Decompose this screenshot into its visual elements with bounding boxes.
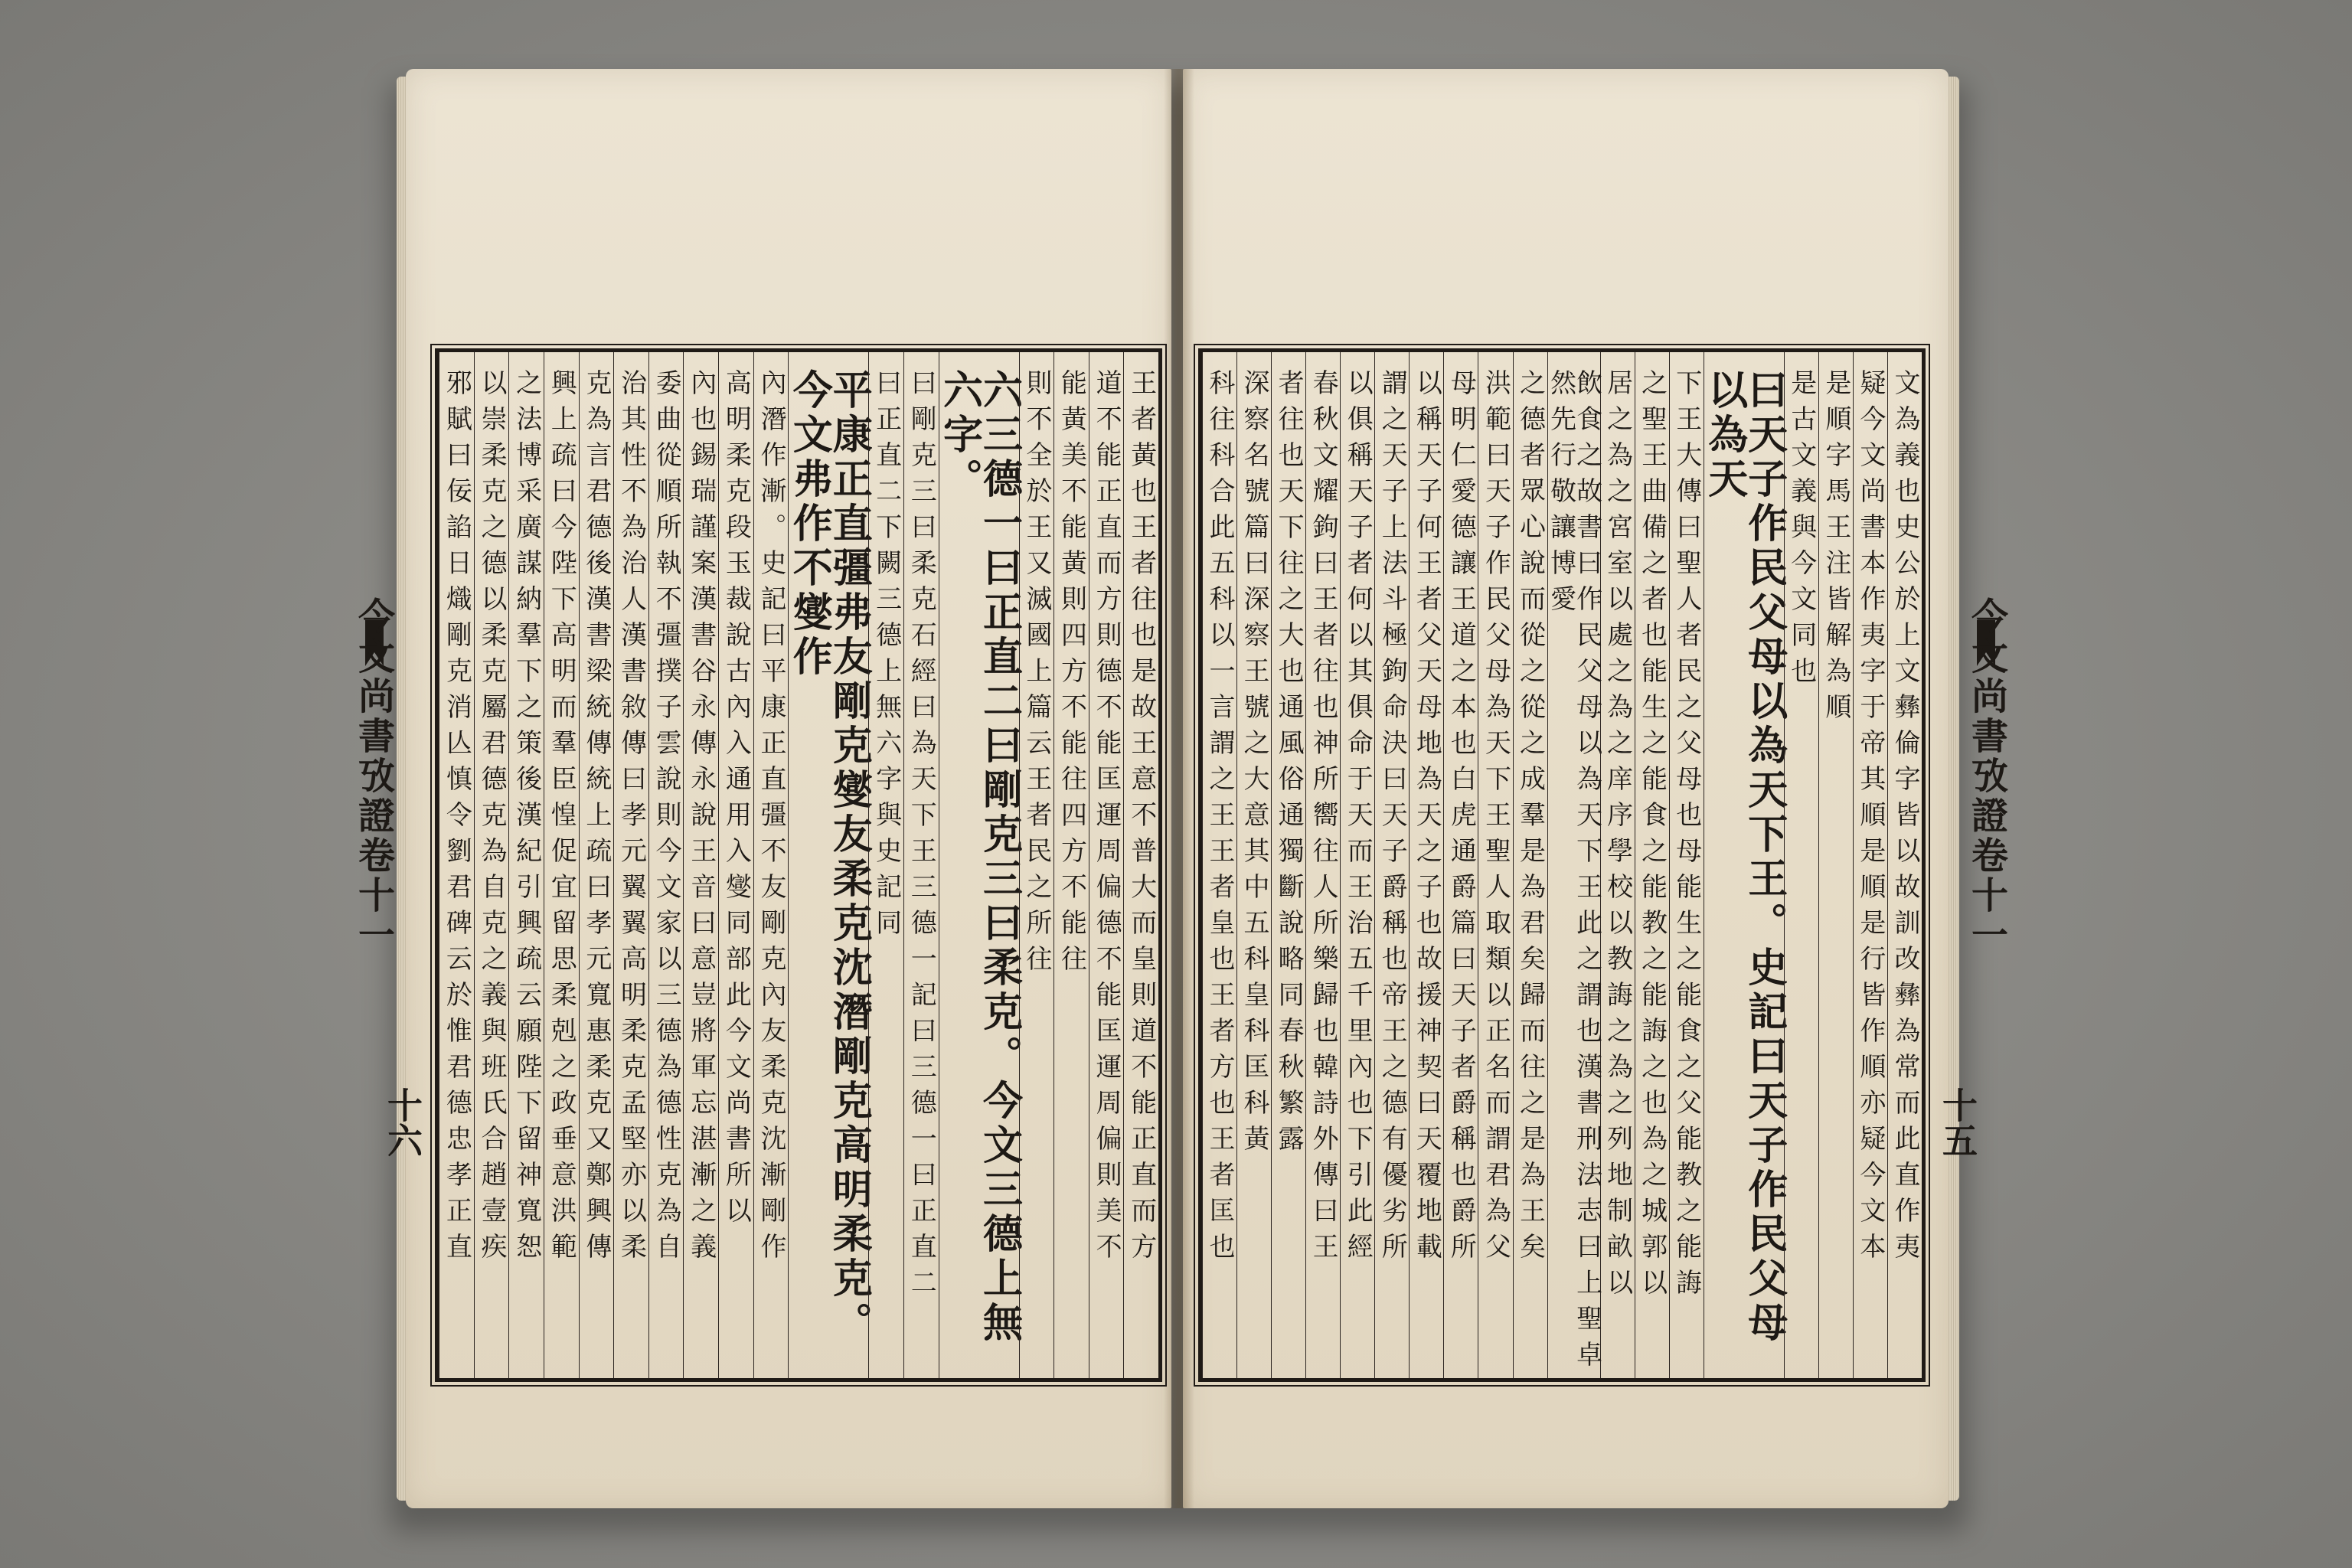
left-page-text-column: 內也錫瑞謹案漢書谷永傳永說王音曰意豈將軍忘湛漸之義 xyxy=(683,352,718,1378)
left-page-text-column: 平康正直彊弗友剛克燮友柔克沈潛剛克高明柔克。今文弗作不燮作 xyxy=(788,352,868,1378)
right-page-edges xyxy=(1947,77,1959,1501)
left-page-text-column: 則不全於王又滅國上篇云王者民之所往 xyxy=(1019,352,1054,1378)
left-columns xyxy=(439,352,1158,1378)
right-page-text-column: 深察名號篇曰深察王號之大意其中五科皇科匡科黃 xyxy=(1236,352,1271,1378)
right-page-text-column: 母明仁愛德讓王道之本也白虎通爵篇曰天子者爵稱也爵所 xyxy=(1443,352,1478,1378)
left-page-text-column: 高明柔克段玉裁說古內入通用入燮同部此今文尚書所以 xyxy=(718,352,753,1378)
right-page-text-column: 飲食之故書曰作民父母以為天下王此之謂也漢書刑法志曰上聖卓然先行敬讓博愛 xyxy=(1547,352,1600,1378)
right-columns xyxy=(1202,352,1922,1378)
right-page-text-column: 曰天子作民父母以為天下王。史記曰天子作民父母以為天 xyxy=(1704,352,1784,1378)
right-page-text-column: 文為義也史公於上文彝倫字皆以故訓改彝為常而此直作夷 xyxy=(1887,352,1922,1378)
right-page-text-column: 者往也天下往之大也通風俗通獨斷說略同春秋繁露 xyxy=(1271,352,1305,1378)
right-page-text-column: 之聖王曲備之者也能生之能食之能教之能誨之也為之城郭以 xyxy=(1635,352,1669,1378)
left-page-text-column: 興上疏曰今陛下高明而羣臣惶促宜留思柔剋之政垂意洪範 xyxy=(544,352,579,1378)
left-page-text-column: 道不能正直而方則德不能匡運周偏德不能匡運周偏則美不 xyxy=(1089,352,1124,1378)
left-page-text-column: 曰正直二下闕三德上無六字與史記同 xyxy=(868,352,903,1378)
right-page-text-column: 春秋文耀鉤曰王者往也神所嚮往人所樂歸也韓詩外傳曰王 xyxy=(1305,352,1340,1378)
left-page-text-column: 六三德一曰正直二曰剛克三曰柔克。今文三德上無六字。 xyxy=(939,352,1019,1378)
right-page-text-column: 下王大傳曰聖人者民之父母也母能生之能食之父能教之能誨 xyxy=(1669,352,1704,1378)
right-folio-number: 十五 xyxy=(1937,1087,1978,1158)
right-page-text-column: 以俱稱天子者何以其俱命于天而王治五千里內也下引此經 xyxy=(1340,352,1374,1378)
right-text-frame xyxy=(1198,348,2008,1382)
left-page-text-column: 能黃美不能黃則四方不能往四方不能往 xyxy=(1054,352,1089,1378)
left-page-text-column: 曰剛克三曰柔克石經曰為天下王三德一記曰三德一曰正直二 xyxy=(903,352,939,1378)
right-page-text-column: 疑今文尚書本作夷字于帝其順是順是行皆作順亦疑今文本 xyxy=(1853,352,1887,1378)
left-page-text-column: 內潛作漸。史記曰平康正直彊不友剛克內友柔克沈漸剛作 xyxy=(753,352,789,1378)
right-page-text-column: 謂之天子上法斗極鉤命決曰天子爵稱也帝王之德有優劣所 xyxy=(1374,352,1409,1378)
right-page-text-column: 洪範曰天子作民父母為天下王聖人取類以正名而謂君為父 xyxy=(1478,352,1512,1378)
left-folio-number: 十六 xyxy=(382,1087,423,1158)
right-page-text-column: 是順字馬王注皆解為順 xyxy=(1818,352,1853,1378)
right-banxin-title: 今文尚書攷證卷十一 xyxy=(1965,597,2008,956)
right-page-text-column: 是古文義與今文同也 xyxy=(1784,352,1818,1378)
left-page-text-column: 克為言君德後漢書梁統傳統上疏曰孝元寬惠柔克又鄭興傳 xyxy=(579,352,614,1378)
right-page-text-column: 以稱天子何王者父天母地為天之子也故援神契曰天覆地載 xyxy=(1409,352,1443,1378)
left-page-text-column: 委曲從順所執不彊撲子雲說則今文家以三德為德性克為自 xyxy=(648,352,684,1378)
right-page-text-column: 科往科合此五科以一言謂之王王者皇也王者方也王者匡也 xyxy=(1202,352,1236,1378)
right-page-text-column: 之德者眾心說而從之從之成羣是為君矣歸而往之是為王矣 xyxy=(1513,352,1547,1378)
left-page-text-column: 治其性不為治人漢書敘傳曰孝元翼翼高明柔克孟堅亦以柔 xyxy=(613,352,648,1378)
left-page-text-column: 以崇柔克之德以柔克屬君德克為自克之義與班氏合趙壹疾 xyxy=(474,352,509,1378)
left-banxin-title: 今文尚書攷證卷十一 xyxy=(351,597,395,956)
left-text-frame xyxy=(351,348,1162,1382)
left-page-text-column: 王者黃也王者往也是故王意不普大而皇則道不能正直而方 xyxy=(1123,352,1158,1378)
left-page-text-column: 之法博采廣謀納羣下之策後漢紀引興疏云願陛下留神寬恕 xyxy=(508,352,544,1378)
left-page-text-column: 邪賦曰佞諂日熾剛克消亾慎令劉君碑云於惟君德忠孝正直 xyxy=(439,352,474,1378)
book-gutter xyxy=(1164,69,1194,1508)
right-page-text-column: 居之為之宮室以處之為之庠序學校以教誨之為之列地制畝以 xyxy=(1600,352,1635,1378)
